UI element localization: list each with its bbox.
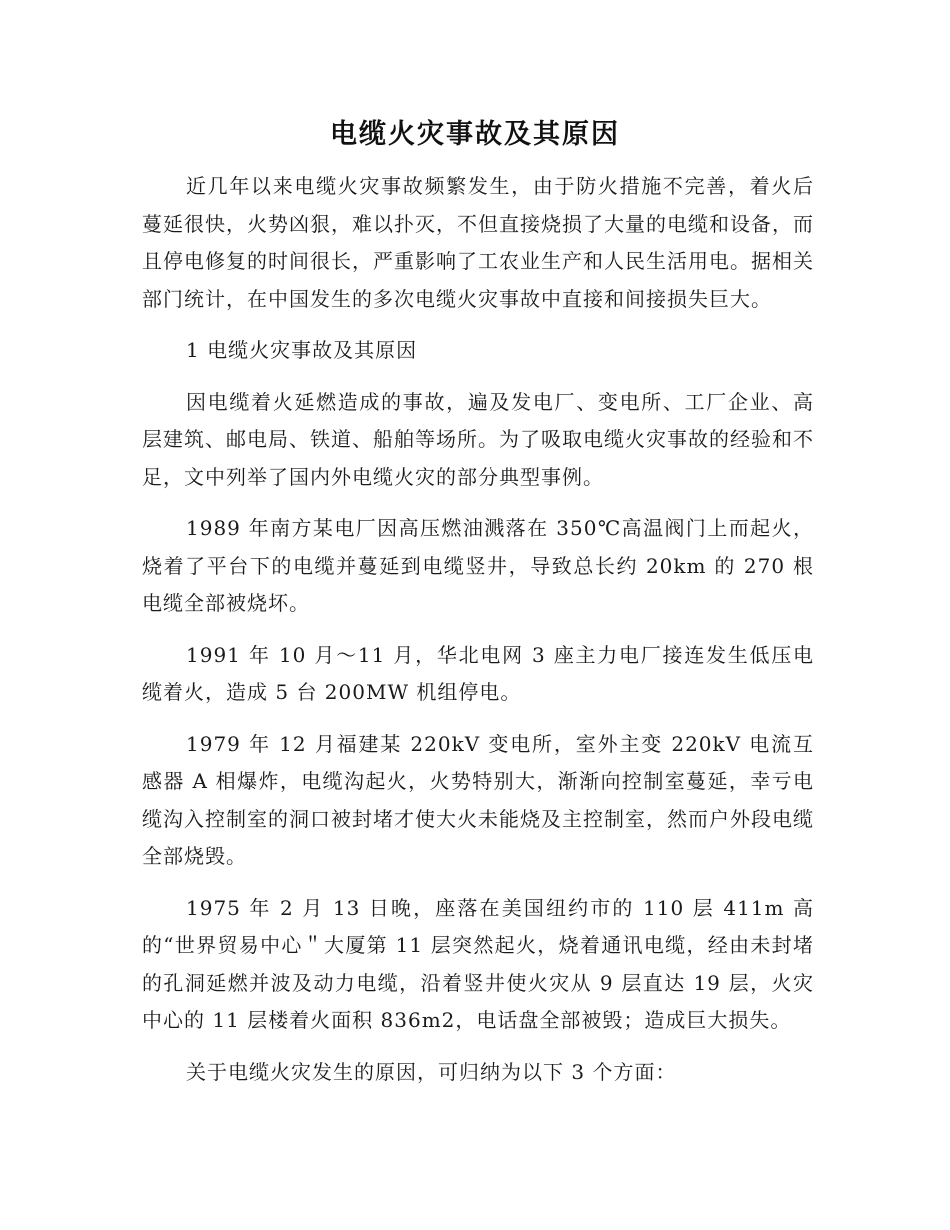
- paragraph-causes-intro: 关于电缆火灾发生的原因，可归纳为以下 3 个方面：: [186, 1059, 677, 1084]
- paragraph-overview: 因电缆着火延燃造成的事故，遍及发电厂、变电所、工厂企业、高层建筑、邮电局、铁道、船舶等场所。为了吸取电缆火灾事故的经验和不足，文中列举了国内外电缆火灾的部分典型事例。: [142, 389, 814, 489]
- paragraph-intro: 近几年以来电缆火灾事故频繁发生，由于防火措施不完善，着火后蔓延很快，火势凶狠，难以扑灭，不但直接烧损了大量的电缆和设备，而且停电修复的时间很长，严重影响了工农业生产和人民生活用电。据相关部门统计，在中国发生的多次电缆火灾事故中直接和间接损失巨大。: [142, 174, 814, 311]
- paragraph-case-1991: 1991 年 10 月～11 月，华北电网 3 座主力电厂接连发生低压电缆着火，造成 5 台 200MW 机组停电。: [142, 642, 814, 704]
- paragraph-case-1975: 1975 年 2 月 13 日晚，座落在美国纽约市的 110 层 411m 高的“世界贸易中心＂大厦第 11 层突然起火，烧着通讯电缆，经由未封堵的孔洞延燃并波及动力电缆，沿着竖井使火灾从 9 层直达 19 层，火灾中心的 11 层楼着火面积 836m2，电话盘全部被毁；造成巨大损失。: [142, 895, 814, 1032]
- paragraph-case-1989: 1989 年南方某电厂因高压燃油溅落在 350℃高温阀门上而起火，烧着了平台下的电缆并蔓延到电缆竖井，导致总长约 20km 的 270 根电缆全部被烧坏。: [142, 516, 814, 615]
- document-body: [142, 168, 814, 1105]
- section-heading: 1 电缆火灾事故及其原因: [186, 338, 418, 362]
- paragraph-case-1979: 1979 年 12 月福建某 220kV 变电所，室外主变 220kV 电流互感器 A 相爆炸，电缆沟起火，火势特别大，渐渐向控制室蔓延，幸亏电缆沟入控制室的洞口被封堵才使大火未能烧及主控制室，然而户外段电缆全部烧毁。: [142, 731, 814, 868]
- document-title: 电缆火灾事故及其原因: [330, 119, 620, 150]
